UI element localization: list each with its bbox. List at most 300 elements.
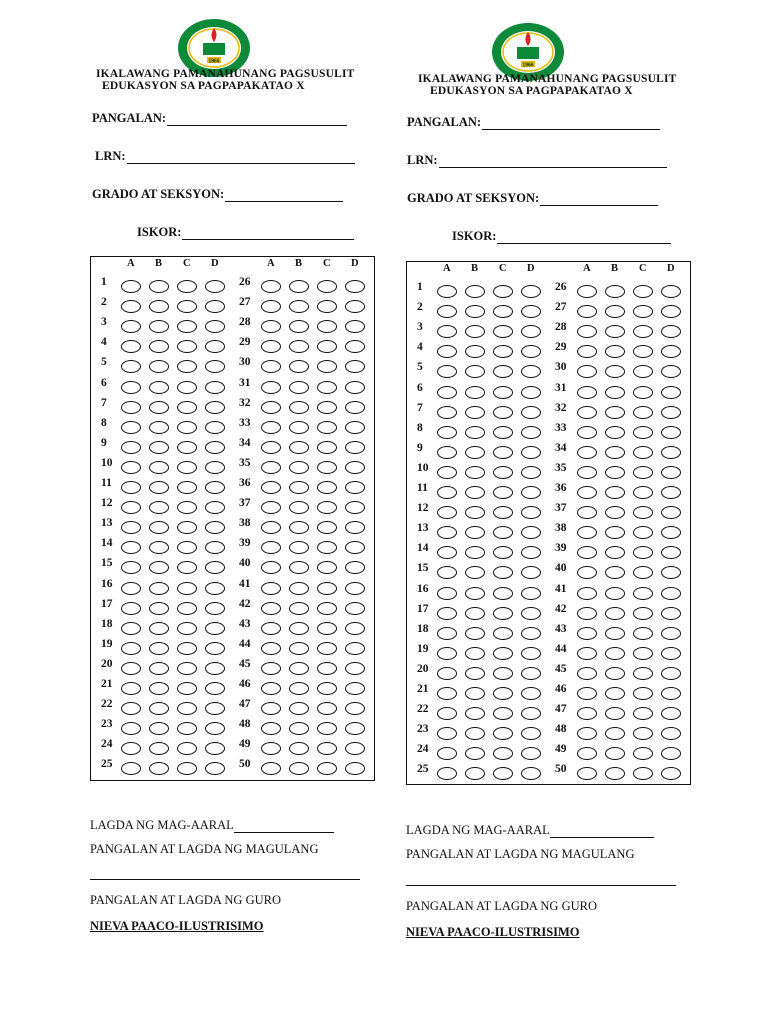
answer-bubble-b[interactable] (465, 486, 485, 499)
answer-bubble-d[interactable] (661, 386, 681, 399)
answer-bubble-d[interactable] (345, 461, 365, 474)
answer-bubble-a[interactable] (437, 285, 457, 298)
answer-bubble-d[interactable] (205, 381, 225, 394)
answer-bubble-a[interactable] (121, 742, 141, 755)
answer-bubble-c[interactable] (177, 622, 197, 635)
answer-bubble-c[interactable] (493, 587, 513, 600)
answer-bubble-b[interactable] (289, 742, 309, 755)
answer-bubble-a[interactable] (261, 441, 281, 454)
answer-bubble-b[interactable] (289, 582, 309, 595)
answer-bubble-b[interactable] (289, 662, 309, 675)
answer-bubble-b[interactable] (605, 325, 625, 338)
answer-bubble-b[interactable] (605, 767, 625, 780)
answer-bubble-b[interactable] (149, 561, 169, 574)
answer-bubble-d[interactable] (661, 406, 681, 419)
answer-bubble-c[interactable] (493, 325, 513, 338)
answer-bubble-a[interactable] (437, 406, 457, 419)
answer-bubble-b[interactable] (605, 486, 625, 499)
answer-bubble-b[interactable] (149, 401, 169, 414)
answer-bubble-a[interactable] (121, 280, 141, 293)
answer-bubble-a[interactable] (577, 767, 597, 780)
answer-bubble-b[interactable] (149, 642, 169, 655)
answer-bubble-a[interactable] (437, 587, 457, 600)
answer-bubble-b[interactable] (605, 687, 625, 700)
answer-bubble-a[interactable] (437, 647, 457, 660)
answer-bubble-b[interactable] (149, 622, 169, 635)
answer-bubble-b[interactable] (605, 607, 625, 620)
answer-bubble-c[interactable] (317, 682, 337, 695)
answer-bubble-d[interactable] (345, 662, 365, 675)
answer-bubble-b[interactable] (605, 285, 625, 298)
answer-bubble-d[interactable] (345, 421, 365, 434)
answer-bubble-c[interactable] (177, 360, 197, 373)
answer-bubble-a[interactable] (121, 582, 141, 595)
answer-bubble-c[interactable] (317, 481, 337, 494)
answer-bubble-d[interactable] (345, 340, 365, 353)
answer-bubble-a[interactable] (121, 662, 141, 675)
answer-bubble-d[interactable] (345, 280, 365, 293)
answer-bubble-a[interactable] (437, 727, 457, 740)
answer-bubble-c[interactable] (633, 365, 653, 378)
answer-bubble-b[interactable] (289, 381, 309, 394)
answer-bubble-a[interactable] (577, 707, 597, 720)
answer-bubble-b[interactable] (149, 722, 169, 735)
answer-bubble-b[interactable] (605, 386, 625, 399)
answer-bubble-c[interactable] (633, 466, 653, 479)
answer-bubble-b[interactable] (465, 506, 485, 519)
answer-bubble-c[interactable] (633, 667, 653, 680)
answer-bubble-b[interactable] (149, 360, 169, 373)
answer-bubble-a[interactable] (261, 501, 281, 514)
answer-bubble-c[interactable] (493, 446, 513, 459)
answer-bubble-d[interactable] (345, 742, 365, 755)
answer-bubble-a[interactable] (577, 486, 597, 499)
answer-bubble-a[interactable] (437, 687, 457, 700)
answer-bubble-c[interactable] (317, 501, 337, 514)
answer-bubble-a[interactable] (121, 340, 141, 353)
answer-bubble-a[interactable] (261, 682, 281, 695)
answer-bubble-d[interactable] (661, 285, 681, 298)
answer-bubble-c[interactable] (317, 742, 337, 755)
answer-bubble-d[interactable] (661, 305, 681, 318)
answer-bubble-b[interactable] (605, 365, 625, 378)
answer-bubble-d[interactable] (521, 305, 541, 318)
answer-bubble-b[interactable] (149, 762, 169, 775)
answer-bubble-b[interactable] (465, 325, 485, 338)
answer-bubble-d[interactable] (521, 466, 541, 479)
answer-bubble-b[interactable] (289, 702, 309, 715)
answer-bubble-a[interactable] (437, 627, 457, 640)
answer-bubble-d[interactable] (521, 727, 541, 740)
answer-bubble-d[interactable] (521, 627, 541, 640)
answer-bubble-a[interactable] (261, 401, 281, 414)
answer-bubble-a[interactable] (121, 320, 141, 333)
answer-bubble-a[interactable] (261, 722, 281, 735)
answer-bubble-d[interactable] (521, 486, 541, 499)
answer-bubble-a[interactable] (437, 386, 457, 399)
answer-bubble-c[interactable] (317, 360, 337, 373)
answer-bubble-d[interactable] (205, 521, 225, 534)
answer-bubble-a[interactable] (121, 762, 141, 775)
answer-bubble-c[interactable] (177, 762, 197, 775)
answer-bubble-c[interactable] (493, 727, 513, 740)
answer-bubble-b[interactable] (605, 546, 625, 559)
answer-bubble-d[interactable] (521, 325, 541, 338)
answer-bubble-a[interactable] (437, 345, 457, 358)
answer-bubble-c[interactable] (177, 320, 197, 333)
answer-bubble-b[interactable] (605, 526, 625, 539)
answer-bubble-d[interactable] (205, 561, 225, 574)
answer-bubble-a[interactable] (577, 386, 597, 399)
lrn-field[interactable] (407, 153, 667, 168)
answer-bubble-b[interactable] (289, 722, 309, 735)
answer-bubble-a[interactable] (261, 622, 281, 635)
answer-bubble-c[interactable] (633, 687, 653, 700)
answer-bubble-b[interactable] (465, 607, 485, 620)
answer-bubble-c[interactable] (633, 426, 653, 439)
answer-bubble-b[interactable] (149, 320, 169, 333)
answer-bubble-c[interactable] (177, 340, 197, 353)
answer-bubble-b[interactable] (289, 642, 309, 655)
answer-bubble-d[interactable] (205, 441, 225, 454)
answer-bubble-c[interactable] (493, 627, 513, 640)
answer-bubble-c[interactable] (317, 722, 337, 735)
answer-bubble-b[interactable] (465, 305, 485, 318)
answer-bubble-d[interactable] (205, 622, 225, 635)
answer-bubble-a[interactable] (121, 521, 141, 534)
answer-bubble-a[interactable] (577, 526, 597, 539)
answer-bubble-a[interactable] (577, 365, 597, 378)
answer-bubble-d[interactable] (205, 722, 225, 735)
answer-bubble-b[interactable] (149, 481, 169, 494)
answer-bubble-a[interactable] (121, 381, 141, 394)
answer-bubble-b[interactable] (465, 446, 485, 459)
answer-bubble-a[interactable] (121, 602, 141, 615)
answer-bubble-a[interactable] (577, 587, 597, 600)
answer-bubble-c[interactable] (633, 506, 653, 519)
answer-bubble-b[interactable] (465, 727, 485, 740)
answer-bubble-b[interactable] (465, 345, 485, 358)
answer-bubble-b[interactable] (149, 582, 169, 595)
answer-bubble-b[interactable] (605, 406, 625, 419)
answer-bubble-a[interactable] (577, 687, 597, 700)
answer-bubble-b[interactable] (465, 365, 485, 378)
answer-bubble-b[interactable] (289, 401, 309, 414)
answer-bubble-b[interactable] (605, 426, 625, 439)
answer-bubble-d[interactable] (345, 622, 365, 635)
answer-bubble-c[interactable] (177, 561, 197, 574)
answer-bubble-d[interactable] (661, 486, 681, 499)
answer-bubble-a[interactable] (261, 340, 281, 353)
answer-bubble-b[interactable] (605, 707, 625, 720)
answer-bubble-c[interactable] (493, 687, 513, 700)
answer-bubble-b[interactable] (465, 566, 485, 579)
answer-bubble-d[interactable] (661, 526, 681, 539)
answer-bubble-b[interactable] (149, 702, 169, 715)
answer-bubble-d[interactable] (205, 320, 225, 333)
answer-bubble-a[interactable] (577, 727, 597, 740)
answer-bubble-c[interactable] (317, 441, 337, 454)
answer-bubble-a[interactable] (261, 642, 281, 655)
answer-bubble-c[interactable] (177, 481, 197, 494)
answer-bubble-b[interactable] (605, 446, 625, 459)
answer-bubble-b[interactable] (289, 421, 309, 434)
answer-bubble-d[interactable] (661, 747, 681, 760)
answer-bubble-a[interactable] (121, 642, 141, 655)
answer-bubble-c[interactable] (317, 702, 337, 715)
answer-bubble-a[interactable] (121, 461, 141, 474)
answer-bubble-a[interactable] (261, 662, 281, 675)
answer-bubble-b[interactable] (289, 360, 309, 373)
answer-bubble-d[interactable] (661, 446, 681, 459)
answer-bubble-d[interactable] (345, 401, 365, 414)
answer-bubble-b[interactable] (605, 667, 625, 680)
answer-bubble-d[interactable] (521, 285, 541, 298)
answer-bubble-c[interactable] (317, 642, 337, 655)
answer-bubble-d[interactable] (521, 406, 541, 419)
parent-signature-line[interactable] (406, 885, 676, 886)
answer-bubble-d[interactable] (205, 340, 225, 353)
answer-bubble-c[interactable] (493, 365, 513, 378)
answer-bubble-d[interactable] (345, 682, 365, 695)
grade-section-field[interactable] (407, 191, 658, 206)
answer-bubble-a[interactable] (121, 300, 141, 313)
answer-bubble-c[interactable] (317, 541, 337, 554)
answer-bubble-a[interactable] (577, 566, 597, 579)
answer-bubble-a[interactable] (121, 561, 141, 574)
answer-bubble-a[interactable] (437, 325, 457, 338)
answer-bubble-a[interactable] (577, 506, 597, 519)
answer-bubble-d[interactable] (345, 642, 365, 655)
answer-bubble-b[interactable] (465, 386, 485, 399)
answer-bubble-d[interactable] (661, 767, 681, 780)
answer-bubble-d[interactable] (345, 561, 365, 574)
answer-bubble-c[interactable] (177, 421, 197, 434)
answer-bubble-b[interactable] (289, 602, 309, 615)
answer-bubble-b[interactable] (149, 602, 169, 615)
answer-bubble-c[interactable] (633, 406, 653, 419)
answer-bubble-a[interactable] (577, 747, 597, 760)
answer-bubble-a[interactable] (577, 607, 597, 620)
answer-bubble-d[interactable] (661, 647, 681, 660)
answer-bubble-d[interactable] (205, 662, 225, 675)
answer-bubble-d[interactable] (661, 587, 681, 600)
answer-bubble-a[interactable] (437, 446, 457, 459)
answer-bubble-d[interactable] (661, 506, 681, 519)
answer-bubble-c[interactable] (633, 707, 653, 720)
answer-bubble-c[interactable] (633, 727, 653, 740)
answer-bubble-b[interactable] (605, 747, 625, 760)
answer-bubble-d[interactable] (205, 682, 225, 695)
answer-bubble-a[interactable] (577, 546, 597, 559)
answer-bubble-a[interactable] (261, 421, 281, 434)
answer-bubble-c[interactable] (493, 607, 513, 620)
answer-bubble-d[interactable] (205, 401, 225, 414)
answer-bubble-c[interactable] (633, 486, 653, 499)
answer-bubble-c[interactable] (493, 386, 513, 399)
answer-bubble-d[interactable] (521, 607, 541, 620)
answer-bubble-d[interactable] (521, 747, 541, 760)
answer-bubble-a[interactable] (261, 320, 281, 333)
answer-bubble-d[interactable] (205, 300, 225, 313)
answer-bubble-c[interactable] (493, 406, 513, 419)
answer-bubble-a[interactable] (437, 566, 457, 579)
answer-bubble-c[interactable] (317, 320, 337, 333)
answer-bubble-c[interactable] (177, 521, 197, 534)
answer-bubble-b[interactable] (149, 682, 169, 695)
answer-bubble-d[interactable] (205, 742, 225, 755)
answer-bubble-b[interactable] (465, 747, 485, 760)
answer-bubble-c[interactable] (177, 381, 197, 394)
answer-bubble-c[interactable] (633, 345, 653, 358)
answer-bubble-b[interactable] (605, 627, 625, 640)
answer-bubble-c[interactable] (493, 566, 513, 579)
answer-bubble-d[interactable] (345, 722, 365, 735)
answer-bubble-c[interactable] (493, 546, 513, 559)
answer-bubble-a[interactable] (437, 747, 457, 760)
answer-bubble-c[interactable] (177, 280, 197, 293)
answer-bubble-c[interactable] (177, 541, 197, 554)
answer-bubble-a[interactable] (437, 506, 457, 519)
answer-bubble-b[interactable] (149, 541, 169, 554)
answer-bubble-c[interactable] (177, 300, 197, 313)
answer-bubble-a[interactable] (121, 682, 141, 695)
answer-bubble-c[interactable] (177, 662, 197, 675)
answer-bubble-b[interactable] (149, 501, 169, 514)
answer-bubble-a[interactable] (577, 305, 597, 318)
answer-bubble-d[interactable] (205, 481, 225, 494)
answer-bubble-c[interactable] (317, 521, 337, 534)
answer-bubble-b[interactable] (149, 461, 169, 474)
answer-bubble-c[interactable] (633, 627, 653, 640)
answer-bubble-b[interactable] (465, 767, 485, 780)
answer-bubble-d[interactable] (661, 607, 681, 620)
answer-bubble-c[interactable] (177, 642, 197, 655)
answer-bubble-a[interactable] (261, 602, 281, 615)
answer-bubble-d[interactable] (345, 441, 365, 454)
answer-bubble-c[interactable] (317, 622, 337, 635)
answer-bubble-c[interactable] (317, 280, 337, 293)
answer-bubble-d[interactable] (205, 280, 225, 293)
answer-bubble-a[interactable] (121, 541, 141, 554)
answer-bubble-a[interactable] (261, 561, 281, 574)
answer-bubble-d[interactable] (205, 702, 225, 715)
answer-bubble-c[interactable] (317, 401, 337, 414)
answer-bubble-c[interactable] (317, 421, 337, 434)
answer-bubble-a[interactable] (437, 426, 457, 439)
answer-bubble-b[interactable] (149, 441, 169, 454)
answer-bubble-d[interactable] (521, 587, 541, 600)
answer-bubble-c[interactable] (633, 767, 653, 780)
answer-bubble-c[interactable] (317, 461, 337, 474)
answer-bubble-d[interactable] (345, 521, 365, 534)
answer-bubble-d[interactable] (661, 687, 681, 700)
answer-bubble-a[interactable] (577, 426, 597, 439)
answer-bubble-c[interactable] (493, 767, 513, 780)
answer-bubble-b[interactable] (465, 687, 485, 700)
answer-bubble-a[interactable] (121, 360, 141, 373)
answer-bubble-b[interactable] (289, 501, 309, 514)
answer-bubble-b[interactable] (289, 481, 309, 494)
answer-bubble-b[interactable] (605, 566, 625, 579)
answer-bubble-c[interactable] (177, 702, 197, 715)
answer-bubble-c[interactable] (177, 501, 197, 514)
answer-bubble-a[interactable] (577, 667, 597, 680)
answer-bubble-d[interactable] (345, 381, 365, 394)
answer-bubble-d[interactable] (521, 767, 541, 780)
name-field[interactable] (407, 115, 660, 130)
answer-bubble-d[interactable] (521, 506, 541, 519)
answer-bubble-a[interactable] (437, 767, 457, 780)
answer-bubble-b[interactable] (289, 441, 309, 454)
answer-bubble-a[interactable] (437, 607, 457, 620)
answer-bubble-a[interactable] (261, 541, 281, 554)
answer-bubble-a[interactable] (577, 627, 597, 640)
answer-bubble-d[interactable] (661, 667, 681, 680)
answer-bubble-d[interactable] (661, 627, 681, 640)
answer-bubble-c[interactable] (177, 461, 197, 474)
answer-bubble-d[interactable] (205, 582, 225, 595)
answer-bubble-a[interactable] (121, 722, 141, 735)
answer-bubble-b[interactable] (289, 541, 309, 554)
answer-bubble-a[interactable] (261, 742, 281, 755)
answer-bubble-d[interactable] (661, 345, 681, 358)
parent-signature-line[interactable] (90, 879, 360, 880)
answer-bubble-a[interactable] (577, 345, 597, 358)
answer-bubble-c[interactable] (633, 526, 653, 539)
answer-bubble-b[interactable] (465, 406, 485, 419)
answer-bubble-c[interactable] (177, 602, 197, 615)
answer-bubble-d[interactable] (205, 541, 225, 554)
answer-bubble-c[interactable] (317, 602, 337, 615)
answer-bubble-a[interactable] (577, 466, 597, 479)
answer-bubble-a[interactable] (121, 481, 141, 494)
answer-bubble-c[interactable] (493, 647, 513, 660)
answer-bubble-d[interactable] (521, 345, 541, 358)
answer-bubble-b[interactable] (149, 280, 169, 293)
answer-bubble-b[interactable] (289, 461, 309, 474)
answer-bubble-d[interactable] (521, 446, 541, 459)
answer-bubble-a[interactable] (121, 501, 141, 514)
answer-bubble-a[interactable] (121, 622, 141, 635)
answer-bubble-d[interactable] (345, 501, 365, 514)
answer-bubble-a[interactable] (577, 325, 597, 338)
answer-bubble-d[interactable] (661, 466, 681, 479)
answer-bubble-c[interactable] (633, 566, 653, 579)
answer-bubble-d[interactable] (521, 667, 541, 680)
answer-bubble-c[interactable] (177, 401, 197, 414)
answer-bubble-b[interactable] (149, 421, 169, 434)
answer-bubble-c[interactable] (177, 722, 197, 735)
answer-bubble-d[interactable] (345, 481, 365, 494)
answer-bubble-d[interactable] (661, 426, 681, 439)
answer-bubble-d[interactable] (521, 707, 541, 720)
answer-bubble-b[interactable] (605, 587, 625, 600)
answer-bubble-b[interactable] (465, 546, 485, 559)
answer-bubble-d[interactable] (345, 602, 365, 615)
answer-bubble-b[interactable] (289, 622, 309, 635)
answer-bubble-b[interactable] (289, 340, 309, 353)
answer-bubble-a[interactable] (261, 762, 281, 775)
answer-bubble-c[interactable] (493, 486, 513, 499)
grade-section-field[interactable] (92, 187, 343, 202)
answer-bubble-d[interactable] (205, 461, 225, 474)
answer-bubble-d[interactable] (521, 526, 541, 539)
answer-bubble-c[interactable] (633, 446, 653, 459)
answer-bubble-d[interactable] (205, 421, 225, 434)
answer-bubble-d[interactable] (345, 320, 365, 333)
answer-bubble-c[interactable] (177, 742, 197, 755)
